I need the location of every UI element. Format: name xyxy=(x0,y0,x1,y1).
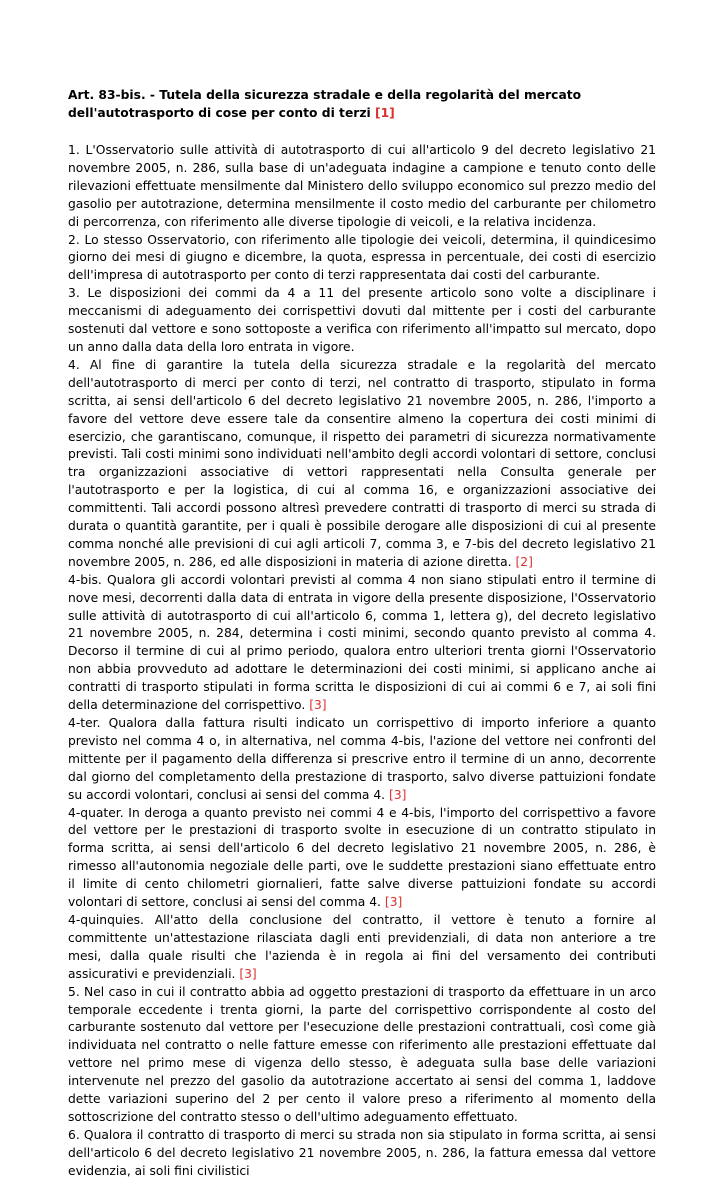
paragraph-text: 4-quinquies. All'atto della conclusione del contratto, il vettore è tenuto a fornire al committente un'attestazione rilasciata dagli enti previdenziali, di data non anteriore a tre mesi, dalla quale risulti che l'azienda è in regola ai fini del versamento dei contributi assicurativi e previdenziali. xyxy=(68,912,656,981)
paragraph-text: 3. Le disposizioni dei commi da 4 a 11 del presente articolo sono volte a disciplinare i meccanismi di adeguamento dei corrispettivi dovuti dal mittente per i costi del carburante sostenuti dal vettore e sono sottoposte a verifica con riferimento all'impatto sul mercato, dopo un anno dalla data della loro entrata in vigore. xyxy=(68,286,656,354)
article-title-text: Art. 83-bis. - Tutela della sicurezza stradale e della regolarità del mercato dell'autotrasporto di cose per conto di terzi xyxy=(68,88,582,120)
paragraph-text: 4-ter. Qualora dalla fattura risulti indicato un corrispettivo di importo inferiore a quanto previsto nel comma 4 o, in alternativa, nel comma 4-bis, l'azione del vettore nei confronti del mittente per il pagamento della differenza si prescrive entro il termine di un anno, decorrente dal giorno del completamento della prestazione di trasporto, salvo diverse pattuizioni fondate su accordi volontari, conclusi ai sensi del comma 4. xyxy=(68,716,656,802)
footnote-link-3[interactable]: [3] xyxy=(389,787,407,802)
footnote-link-1[interactable]: [1] xyxy=(375,106,395,120)
footnote-link-3[interactable]: [3] xyxy=(384,895,403,910)
paragraph-text: 2. Lo stesso Osservatorio, con riferimento alle tipologie dei veicoli, determina, il quindicesimo giorno dei mesi di giugno e dicembre, la quota, espressa in percentuale, dei costi di esercizio dell'impresa di autotrasporto per conto di terzi rappresentata dai costi del carburante. xyxy=(68,232,656,283)
paragraph-4-ter xyxy=(68,715,656,805)
paragraph-text: 1. L'Osservatorio sulle attività di autotrasporto di cui all'articolo 9 del decreto legislativo 21 novembre 2005, n. 286, sulla base di un'adeguata indagine a campione e tenuto conto delle rilevazioni effettuate mensilmente dal Ministero dello sviluppo economico sul prezzo medio del gasolio per autotrazione, determina mensilmente il costo medio del carburante per chilometro di percorrenza, con riferimento alle diverse tipologie di veicoli, e la relativa incidenza. xyxy=(68,143,656,229)
paragraph-2 xyxy=(68,232,656,286)
paragraph-text: 5. Nel caso in cui il contratto abbia ad oggetto prestazioni di trasporto da effettuare in un arco temporale eccedente i trenta giorni, la parte del corrispettivo corrispondente al costo del carburante sostenuto dal vettore per l'esecuzione delle prestazioni contrattuali, così come già individuata nel contratto o nelle fatture emesse con riferimento alle prestazioni effettuate dal vettore nel primo mese di vigenza dello stesso, è adeguata sulla base delle variazioni intervenute nel prezzo del gasolio da autotrazione accertato ai sensi del comma 1, laddove dette variazioni superino del 2 per cento il valore preso a riferimento al momento della sottoscrizione del contratto stesso o dell'ultimo adeguamento effettuato. xyxy=(68,984,656,1124)
footnote-link-3[interactable]: [3] xyxy=(309,698,327,713)
paragraph-text: 6. Qualora il contratto di trasporto di merci su strada non sia stipulato in forma scritta, ai sensi dell'articolo 6 del decreto legislativo 21 novembre 2005, n. 286, la fattura emessa dal vettore evidenzia, ai soli fini civilistici xyxy=(68,1127,656,1178)
paragraph-4 xyxy=(68,357,656,572)
paragraph-text: 4-quater. In deroga a quanto previsto nei commi 4 e 4-bis, l'importo del corrispettivo a favore del vettore per le prestazioni di trasporto svolte in esecuzione di un contratto stipulato in forma scritta, ai sensi dell'articolo 6 del decreto legislativo 21 novembre 2005, n. 286, è rimesso all'autonomia negoziale delle parti, ove le suddette prestazioni siano effettuate entro il limite di cento chilometri giornalieri, fatte salve diverse pattuizioni fondate su accordi volontari di settore, conclusi ai sensi del comma 4. xyxy=(68,805,656,910)
paragraph-5 xyxy=(68,984,656,1127)
paragraph-3 xyxy=(68,285,656,357)
footnote-link-3[interactable]: [3] xyxy=(239,966,257,981)
paragraph-1 xyxy=(68,142,656,232)
paragraph-text: 4-bis. Qualora gli accordi volontari previsti al comma 4 non siano stipulati entro il termine di nove mesi, decorrenti dalla data di entrata in vigore della presente disposizione, l'Osservatorio sulle attività di autotrasporto di cui all'articolo 6, comma 1, lettera g), del decreto legislativo 21 novembre 2005, n. 284, determina i costi minimi, secondo quanto previsto al comma 4. Decorso il termine di cui al primo periodo, qualora entro ulteriori trenta giorni l'Osservatorio non abbia provveduto ad adottare le determinazioni dei costi minimi, si applicano anche ai contratti di trasporto stipulati in forma scritta le disposizioni di cui ai commi 6 e 7, ai soli fini della determinazione del corrispettivo. xyxy=(68,572,656,713)
paragraph-4-bis xyxy=(68,572,656,715)
paragraph-text: 4. Al fine di garantire la tutela della sicurezza stradale e la regolarità del mercato dell'autotrasporto di merci per conto di terzi, nel contratto di trasporto, stipulato in forma scritta, ai sensi dell'articolo 6 del decreto legislativo 21 novembre 2005, n. 286, l'importo a favore del vettore deve essere tale da consentire almeno la copertura dei costi minimi di esercizio, che garantiscano, comunque, il rispetto dei parametri di sicurezza normativamente previsti. Tali costi minimi sono individuati nell'ambito degli accordi volontari di settore, conclusi tra organizzazioni associative di vettori rappresentati nella Consulta generale per l'autotrasporto e per la logistica, di cui al comma 16, e organizzazioni associative dei committenti. Tali accordi possono altresì prevedere contratti di trasporto di merci su strada di durata o quantità garantite, per i quali è possibile derogare alle disposizioni di cui al presente comma nonché alle previsioni di cui agli articoli 7, comma 3, e 7-bis del decreto legislativo 21 novembre 2005, n. 286, ed alle disposizioni in materia di azione diretta. xyxy=(68,357,656,569)
paragraph-4-quinquies xyxy=(68,912,656,984)
paragraph-6 xyxy=(68,1127,656,1181)
footnote-link-2[interactable]: [2] xyxy=(515,554,533,569)
paragraph-4-quater xyxy=(68,805,656,912)
article-title xyxy=(68,86,656,122)
